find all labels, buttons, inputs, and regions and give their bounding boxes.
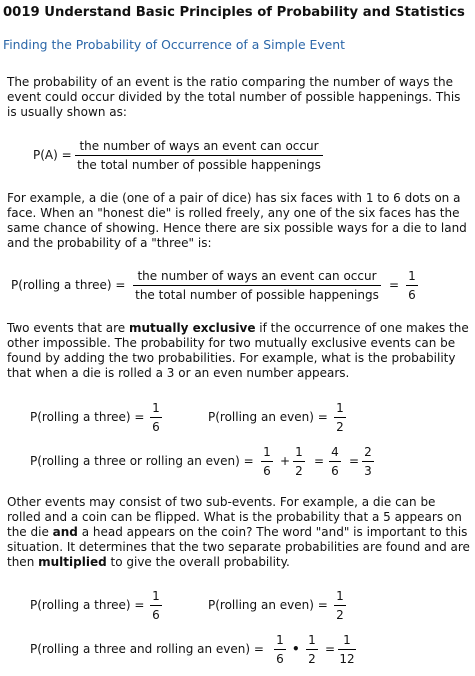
exclusive-three-label: P(rolling a three) = — [30, 410, 145, 424]
exclusive-even-label: P(rolling an even) = — [208, 410, 328, 424]
plus-sign: + — [280, 454, 291, 468]
fraction-denominator: 6 — [152, 608, 160, 622]
fraction-denominator: 6 — [276, 652, 284, 666]
or-fraction-4 — [362, 445, 374, 478]
compound-three-fraction — [150, 589, 162, 622]
fraction-bar — [150, 417, 162, 418]
formula1-numerator: the number of ways an event can occur — [79, 139, 319, 153]
fraction-numerator: 1 — [263, 445, 271, 459]
and-term: and — [52, 525, 78, 539]
result-numerator: 1 — [408, 269, 416, 283]
compound-and-label: P(rolling a three and rolling an even) = — [30, 642, 264, 656]
fraction-bar — [406, 285, 418, 286]
fraction-numerator: 1 — [336, 589, 344, 603]
fraction-numerator: 1 — [276, 633, 284, 647]
equals-sign: = — [349, 454, 360, 468]
fraction-numerator: 1 — [336, 401, 344, 415]
para4-text-mid: a head appears on the coin? The word "and" is important to this situation. It determines that the two separate probabilities are found and are then — [7, 525, 470, 569]
formula2-result — [406, 269, 418, 302]
or-fraction-3 — [329, 445, 341, 478]
formula1-lhs: P(A) = — [33, 148, 72, 162]
compound-three-label: P(rolling a three) = — [30, 598, 145, 612]
fraction-bar — [293, 461, 305, 462]
mutually-exclusive-term: mutually exclusive — [128, 321, 256, 335]
intro-paragraph: The probability of an event is the ratio comparing the number of ways the event could occur divided by the total number of possible happenings. This is usually shown as: — [7, 75, 461, 119]
fraction-bar — [75, 155, 323, 156]
fraction-denominator: 2 — [308, 652, 316, 666]
fraction-denominator: 2 — [336, 608, 344, 622]
fraction-numerator: 1 — [295, 445, 303, 459]
equals-sign: = — [389, 278, 400, 292]
fraction-numerator: 1 — [152, 401, 160, 415]
compound-events-paragraph — [7, 495, 472, 570]
and-fraction-3 — [338, 633, 356, 666]
fraction-numerator: 1 — [152, 589, 160, 603]
page-title: 0019 Understand Basic Principles of Probability and Statistics — [3, 5, 465, 20]
fraction-bar — [274, 649, 286, 650]
fraction-bar — [329, 461, 341, 462]
fraction-bar — [334, 417, 346, 418]
exclusive-three-fraction — [150, 401, 162, 434]
fraction-numerator: 4 — [331, 445, 339, 459]
equals-sign: = — [325, 642, 336, 656]
exclusive-or-label: P(rolling a three or rolling an even) = — [30, 454, 254, 468]
para4-text-post: to give the overall probability. — [106, 555, 290, 569]
compound-even-fraction — [334, 589, 346, 622]
fraction-denominator: 6 — [331, 464, 339, 478]
para3-text-pre: Two events that are — [7, 321, 129, 335]
mutually-exclusive-paragraph — [7, 321, 472, 381]
multiply-dot: • — [292, 642, 300, 656]
fraction-bar — [150, 605, 162, 606]
fraction-bar — [306, 649, 318, 650]
fraction-numerator: 2 — [364, 445, 372, 459]
equals-sign: = — [314, 454, 325, 468]
formula1-denominator: the total number of possible happenings — [77, 158, 321, 172]
formula2-numerator: the number of ways an event can occur — [137, 269, 377, 283]
formula2-fraction — [133, 269, 381, 302]
compound-even-label: P(rolling an even) = — [208, 598, 328, 612]
fraction-denominator: 2 — [336, 420, 344, 434]
and-fraction-1 — [274, 633, 286, 666]
formula2-denominator: the total number of possible happenings — [135, 288, 379, 302]
fraction-numerator: 1 — [308, 633, 316, 647]
fraction-bar — [261, 461, 273, 462]
formula2-lhs: P(rolling a three) = — [11, 278, 126, 292]
formula1-fraction — [75, 139, 323, 172]
fraction-denominator: 12 — [339, 652, 355, 666]
para4-text-pre: Other events may consist of two sub-events. For example, a die can be rolled and a coin can be flipped. What is the probability that a 5 appears on the die — [7, 495, 462, 539]
or-fraction-2 — [293, 445, 305, 478]
section-subtitle: Finding the Probability of Occurrence of a Simple Event — [3, 37, 346, 52]
and-fraction-2 — [306, 633, 318, 666]
para3-text-post: if the occurrence of one makes the other impossible. The probability for two mutually exclusive events can be found by adding the two probabilities. For example, what is the probability that when a die is rolled a 3 or an even number appears. — [7, 321, 469, 380]
fraction-bar — [133, 285, 381, 286]
fraction-denominator: 6 — [152, 420, 160, 434]
fraction-bar — [338, 649, 356, 650]
fraction-denominator: 6 — [263, 464, 271, 478]
fraction-bar — [362, 461, 374, 462]
example-paragraph: For example, a die (one of a pair of dice) has six faces with 1 to 6 dots on a face. When an "honest die" is rolled freely, any one of the six faces has the same chance of showing. Hence there are six possible ways for a die to land and the probability of a "three" is: — [7, 191, 467, 250]
result-denominator: 6 — [408, 288, 416, 302]
fraction-denominator: 2 — [295, 464, 303, 478]
multiplied-term: multiplied — [38, 555, 107, 569]
fraction-denominator: 3 — [364, 464, 372, 478]
exclusive-even-fraction — [334, 401, 346, 434]
fraction-bar — [334, 605, 346, 606]
or-fraction-1 — [261, 445, 273, 478]
fraction-numerator: 1 — [343, 633, 351, 647]
